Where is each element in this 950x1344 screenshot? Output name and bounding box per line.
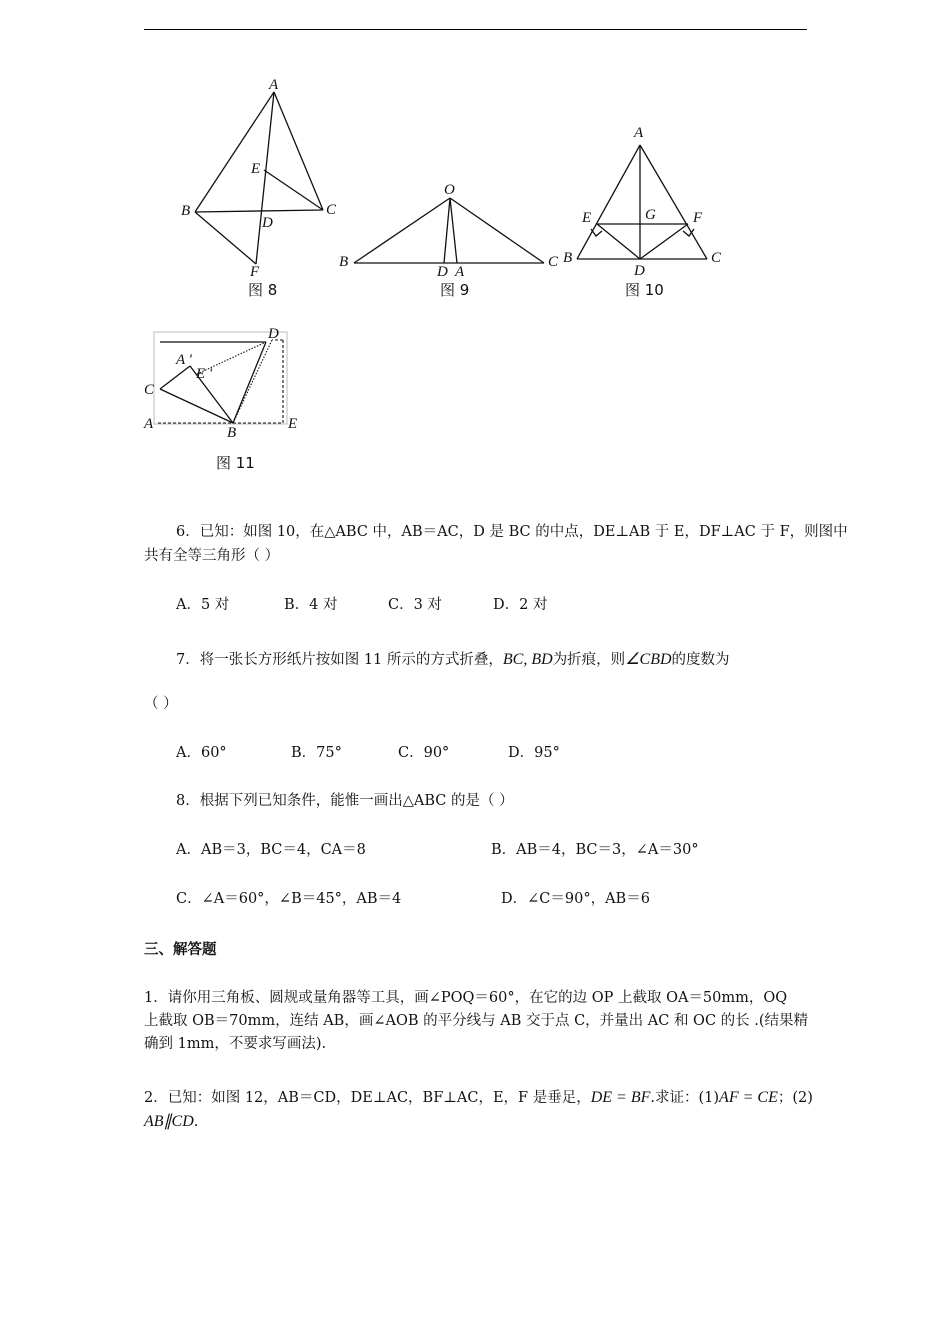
fig10-label: 图 10 xyxy=(625,281,664,299)
q7-stem xyxy=(176,647,730,673)
fig8-point-e: E xyxy=(251,161,261,177)
q7-stem-post: 的度数为 xyxy=(671,652,730,668)
q7-option-d: D．95° xyxy=(508,745,560,761)
q8-option-c: C．∠A＝60°，∠B＝45°，AB＝4 xyxy=(176,891,402,907)
fig9-point-b: B xyxy=(339,254,349,270)
q7-option-b: B．75° xyxy=(291,745,342,761)
figure-9 xyxy=(339,182,559,299)
q8-option-b: B．AB＝4，BC＝3，∠A＝30° xyxy=(491,842,699,858)
fig11-label: 图 11 xyxy=(216,454,255,472)
problem1-line3: 确到 1mm，不要求写画法). xyxy=(144,1036,327,1052)
problem2-pre: 2．已知：如图 12，AB＝CD，DE⊥AC，BF⊥AC，E，F 是垂足， xyxy=(144,1090,591,1106)
fig9-point-c: C xyxy=(548,254,559,270)
fig8-point-f: F xyxy=(250,264,260,280)
q7-math-angle-cbd: ∠CBD xyxy=(625,651,672,668)
fig9-point-a: A xyxy=(455,264,465,280)
fig10-point-b: B xyxy=(563,250,573,266)
q6-option-a: A．5 对 xyxy=(176,597,230,613)
fig10-point-a: A xyxy=(634,125,644,141)
fig10-point-c: C xyxy=(711,250,722,266)
q8-option-d: D．∠C＝90°，AB＝6 xyxy=(501,891,650,907)
problem2-math-de-bf: DE = BF xyxy=(590,1089,651,1106)
fig11-point-c: C xyxy=(144,382,155,398)
fig11-point-a-prime: A ' xyxy=(176,352,192,368)
q7-math-bc-bd: BC, BD xyxy=(502,651,553,668)
q7-option-c: C．90° xyxy=(398,745,450,761)
fig11-point-a: A xyxy=(144,416,154,432)
figure-10 xyxy=(563,125,722,299)
section3-title: 三、解答题 xyxy=(144,942,217,958)
q6-option-c: C．3 对 xyxy=(388,597,442,613)
figure-8 xyxy=(181,77,337,299)
q6-line1: 6．已知：如图 10，在△ABC 中，AB＝AC，D 是 BC 的中点，DE⊥AB 于 E，DF⊥AC 于 F，则图中 xyxy=(176,524,848,540)
section3-problem2-line1 xyxy=(144,1085,813,1111)
fig8-label: 图 8 xyxy=(248,281,278,299)
fig10-point-d: D xyxy=(634,263,645,279)
q6-line2: 共有全等三角形（ ） xyxy=(144,548,280,564)
fig10-point-e: E xyxy=(582,210,592,226)
fig11-point-e: E xyxy=(288,416,298,432)
figures-area xyxy=(0,0,950,480)
fig9-point-o: O xyxy=(444,182,455,198)
figure-11 xyxy=(143,326,297,472)
fig9-label: 图 9 xyxy=(440,281,470,299)
q7-line2: （ ） xyxy=(144,696,178,712)
q7-stem-mid: 为折痕，则 xyxy=(552,652,626,668)
q7-option-a: A．60° xyxy=(176,745,227,761)
fig10-point-f: F xyxy=(693,210,703,226)
fig9-point-d: D xyxy=(437,264,448,280)
problem1-line1: 1．请你用三角板、圆规或量角器等工具，画∠POQ＝60°，在它的边 OP 上截取 OA＝50mm，OQ xyxy=(144,990,788,1006)
problem2-mid: .求证：(1) xyxy=(650,1090,720,1106)
problem2-math-ab-parallel-cd: AB∥CD xyxy=(144,1113,194,1130)
problem2-post: ；(2) xyxy=(777,1090,813,1106)
fig10-point-g: G xyxy=(645,207,656,223)
fig8-point-d: D xyxy=(262,215,273,231)
q8-option-a: A．AB＝3，BC＝4，CA＝8 xyxy=(176,842,366,858)
q6-option-d: D．2 对 xyxy=(493,597,548,613)
fig8-point-c: C xyxy=(326,202,337,218)
problem1-line2: 上截取 OB＝70mm，连结 AB，画∠AOB 的平分线与 AB 交于点 C，并量出 AC 和 OC 的长 .(结果精 xyxy=(144,1013,809,1029)
fig11-point-e-prime: E ' xyxy=(196,366,213,382)
problem2-math-af-ce: AF = CE xyxy=(719,1089,778,1106)
q7-stem-pre: 7．将一张长方形纸片按如图 11 所示的方式折叠， xyxy=(176,652,503,668)
fig8-point-b: B xyxy=(181,203,191,219)
fig11-point-d: D xyxy=(268,326,279,342)
fig11-point-b: B xyxy=(227,425,237,441)
section3-problem1 xyxy=(144,987,807,1056)
q6-option-b: B．4 对 xyxy=(284,597,338,613)
problem2-end: . xyxy=(193,1114,199,1130)
fig8-point-a: A xyxy=(269,77,279,93)
q8-stem: 8．根据下列已知条件，能惟一画出△ABC 的是（ ） xyxy=(176,793,514,809)
section3-problem2-line2 xyxy=(144,1109,198,1135)
